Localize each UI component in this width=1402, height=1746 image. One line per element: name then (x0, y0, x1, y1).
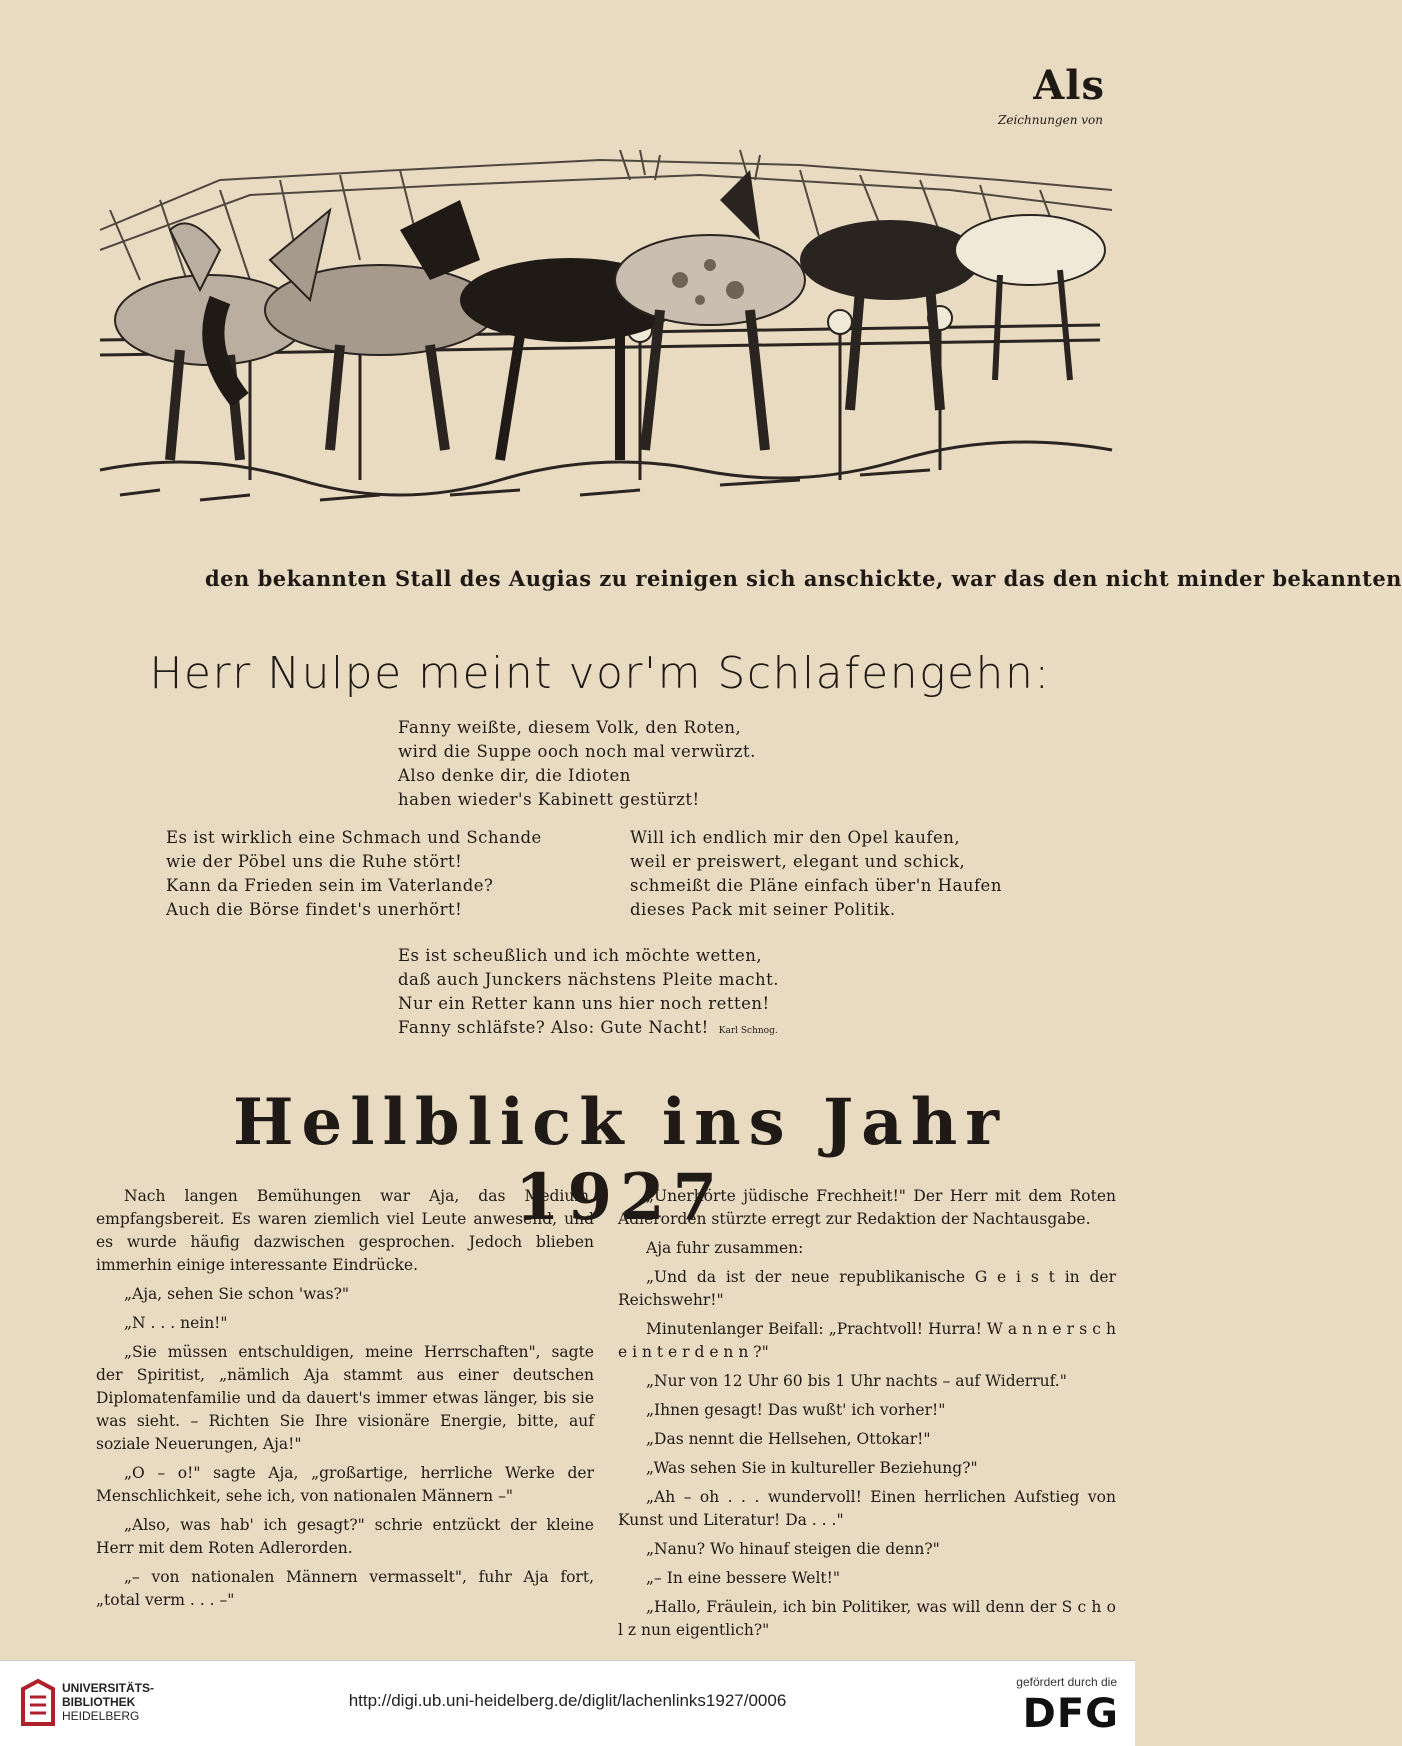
dfg-logo: DFG (1022, 1691, 1119, 1737)
paragraph: „Hallo, Fräulein, ich bin Politiker, was will denn der S c h o l z nun eigentlich?" (618, 1598, 1116, 1639)
paragraph: „Das nennt die Hellsehen, Ottokar!" (646, 1430, 931, 1448)
horses-in-stable-drawing-icon (100, 150, 1112, 550)
poem-line: dieses Pack mit seiner Politik. (630, 900, 896, 919)
poem-line: Auch die Börse findet's unerhört! (166, 900, 463, 919)
poem-line: schmeißt die Pläne einfach über'n Haufen (630, 876, 1002, 895)
paragraph: „Aja, sehen Sie schon 'was?" (124, 1285, 350, 1303)
library-line: UNIVERSITÄTS- (62, 1681, 155, 1695)
paragraph: „Sie müssen entschuldigen, meine Herrschaften", sagte der Spiritist, „nämlich Aja stammt aus einer deutschen Diplomatenfamilie und da dauert's immer etwas länger, bis sie was sieht. – Richten Sie Ihre visionäre Energie, bitte, auf soziale Neuerungen, Aja!" (96, 1343, 594, 1453)
poem-title: Herr Nulpe meint vor'm Schlafengehn: (149, 648, 1051, 699)
paragraph: Aja fuhr zusammen: (646, 1239, 804, 1257)
poem-stanza-3 (630, 826, 1002, 922)
footer-bar (0, 1660, 1135, 1746)
poem-line: daß auch Junckers nächstens Pleite macht. (398, 970, 780, 989)
paragraph: „– In eine bessere Welt!" (646, 1569, 841, 1587)
poem-stanza-2 (166, 826, 542, 922)
paragraph: „Ah – oh . . . wundervoll! Einen herrlichen Aufstieg von Kunst und Literatur! Da . . ." (618, 1488, 1116, 1529)
paragraph: „Nanu? Wo hinauf steigen die denn?" (646, 1540, 940, 1558)
poem-line: wird die Suppe ooch noch mal verwürzt. (398, 742, 756, 761)
article-right-column (618, 1185, 1116, 1648)
paragraph: „Was sehen Sie in kultureller Beziehung?" (646, 1459, 978, 1477)
paragraph: „Ihnen gesagt! Das wußt' ich vorher!" (646, 1401, 946, 1419)
poem-author: Karl Schnog. (718, 1026, 778, 1036)
paragraph: Minutenlanger Beifall: „Prachtvoll! Hurra! W a n n e r s c h e i n t e r d e n n ?" (618, 1320, 1116, 1361)
poem-line: haben wieder's Kabinett gestürzt! (398, 790, 700, 809)
header-subtitle: Zeichnungen von (998, 113, 1103, 127)
poem-line: weil er preiswert, elegant und schick, (630, 852, 966, 871)
paragraph: „Und da ist der neue republikanische G e i s t in der Reichswehr!" (618, 1268, 1116, 1309)
paragraph: „Unerhörte jüdische Frechheit!" Der Herr mit dem Roten Adlerorden stürzte erregt zur Redaktion der Nachtausgabe. (618, 1187, 1116, 1228)
paragraph: „O – o!" sagte Aja, „großartige, herrliche Werke der Menschlichkeit, sehe ich, von nationalen Männern –" (96, 1464, 594, 1505)
library-line: BIBLIOTHEK (62, 1695, 136, 1709)
poem-line: Fanny schläfste? Also: Gute Nacht! (398, 1018, 709, 1037)
library-line: HEIDELBERG (62, 1709, 140, 1723)
poem-line: Also denke dir, die Idioten (398, 766, 631, 785)
source-url-link[interactable]: http://digi.ub.uni-heidelberg.de/diglit/lachenlinks1927/0006 (348, 1691, 787, 1710)
poem-line: Kann da Frieden sein im Vaterlande? (166, 876, 494, 895)
paragraph: „– von nationalen Männern vermasselt", fuhr Aja fort, „total verm . . . –" (96, 1568, 594, 1609)
paragraph: „N . . . nein!" (124, 1314, 228, 1332)
poem-line: Will ich endlich mir den Opel kaufen, (630, 828, 961, 847)
article-left-column (96, 1185, 594, 1618)
header-title: Als (1033, 62, 1105, 109)
funded-by-label: gefördert durch die (1016, 1675, 1117, 1689)
poem-line: Es ist scheußlich und ich möchte wetten, (398, 946, 763, 965)
poem-line: Fanny weißte, diesem Volk, den Roten, (398, 718, 742, 737)
poem-line: Nur ein Retter kann uns hier noch retten! (398, 994, 770, 1013)
poem-line: Es ist wirklich eine Schmach und Schande (166, 828, 542, 847)
article-title: Hellblick ins Jahr 1927 (233, 1085, 1007, 1235)
paragraph: Nach langen Bemühungen war Aja, das Medium, empfangsbereit. Es waren ziemlich viel Leute anwesend, und es wurde häufig dazwischen gesprochen. Jedoch blieben immerhin einige interessante Eindrücke. (96, 1187, 594, 1274)
poem-stanza-1 (398, 716, 756, 812)
poem-stanza-4 (398, 944, 779, 1043)
paragraph: „Also, was hab' ich gesagt?" schrie entzückt der kleine Herr mit dem Roten Adlerorden. (96, 1516, 594, 1557)
poem-line: wie der Pöbel uns die Ruhe stört! (166, 852, 463, 871)
paragraph: „Nur von 12 Uhr 60 bis 1 Uhr nachts – auf Widerruf." (646, 1372, 1067, 1390)
illustration-caption: den bekannten Stall des Augias zu reinigen sich anschickte, war das den nicht minder bekannten (205, 566, 1402, 591)
